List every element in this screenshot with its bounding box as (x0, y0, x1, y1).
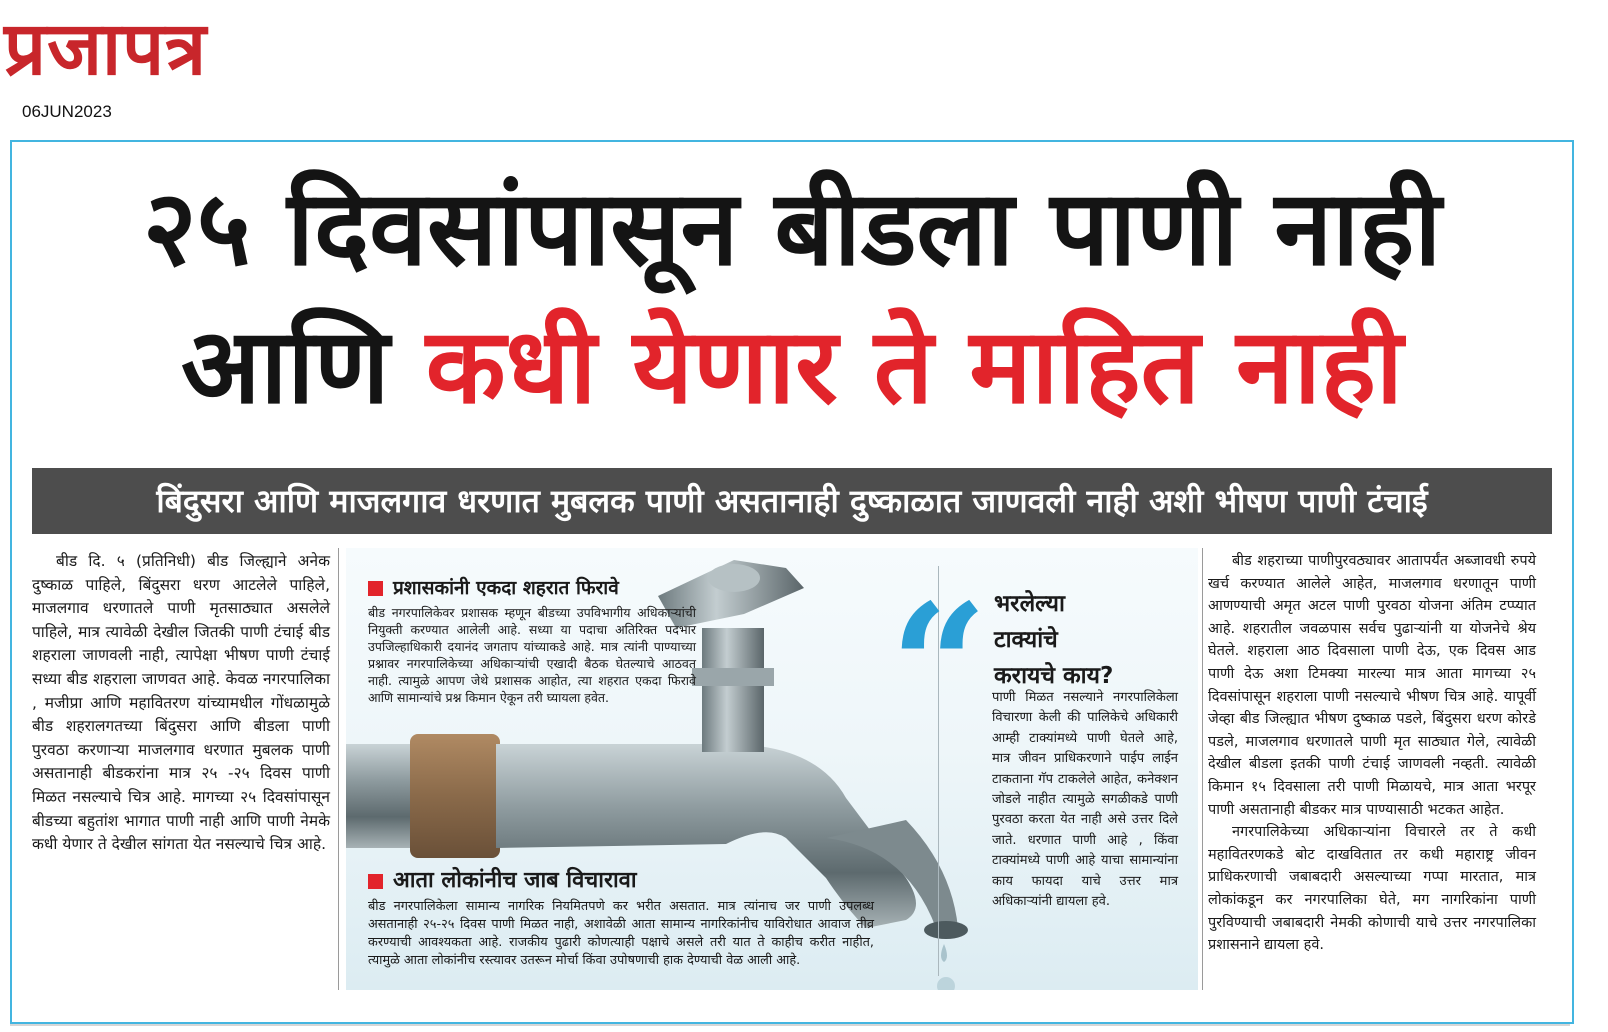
article-column-3-para-2: नगरपालिकेच्या अधिकाऱ्यांना विचारले तर ते कधी महावितरणकडे बोट दाखवितात तर कधी महाराष्ट्र जीवन प्राधिकरणाची जबाबदारी असल्याच्या गप्पा मारतात, मात्र लोकांकडून कर नगरपालिका घेते, मग नागरिकांना पाणी पुरविण्याची जबाबदारी नेमकी कोणाची याचे उत्तर नगरपालिका प्रशासनाने द्यायला हवे. (1208, 824, 1536, 954)
newspaper-masthead: प्रजापत्र (4, 6, 208, 92)
quote-mark-icon: “ (890, 567, 988, 767)
box-2-text: बीड नगरपालिकेला सामान्य नागरिक नियमितपणे कर भरीत असतात. मात्र त्यांनाच जर पाणी उपलब्ध असतानाही २५-२५ दिवस पाणी मिळत नाही, अशावेळी आता सामान्य नागरिकांनीच याविरोधात आवाज तीव्र करण्याची आवश्यकता आहे. राजकीय पुढारी कोणत्याही पक्षाचे असले तरी यात ते काहीच करीत नाहीत, त्यामुळे आता लोकांनीच रस्त्यावर उतरून मोर्चा किंवा उपोषणाची हाक देण्याची वेळ आली आहे. (368, 899, 874, 968)
subheadline-bar: बिंदुसरा आणि माजलगाव धरणात मुबलक पाणी असतानाही दुष्काळात जाणवली नाही अशी भीषण पाणी टंचाई (32, 468, 1552, 534)
box-1-text: बीड नगरपालिकेवर प्रशासक म्हणून बीडच्या उपविभागीय अधिकाऱ्यांची नियुक्ती करण्यात आलेली आहे. सध्या या पदाचा अतिरिक्त पदभार उपजिल्हाधिकारी दयानंद जगताप यांच्याकडे आहे. मात्र त्यांनी पाण्याच्या प्रश्नावर नगरपालिकेच्या अधिकाऱ्यांची एखादी बैठक घेतल्याचे आठवत नाही. त्यामुळे आपण जेथे प्रशासक आहोत, त्या शहरात एकदा फिरावे आणि सामान्यांचे प्रश्न किमान ऐकून तरी घ्यायला हवेत. (368, 605, 696, 705)
publication-date: 06JUN2023 (22, 102, 112, 121)
box-1-heading-text: प्रशासकांनी एकदा शहरात फिरावे (393, 577, 619, 599)
article-column-3 (1208, 550, 1536, 957)
box-2-heading-text: आता लोकांनीच जाब विचारावा (393, 868, 637, 893)
headline-line-2-black: आणि (181, 305, 390, 427)
headline-line-1: २५ दिवसांपासून बीडला पाणी नाही (142, 167, 1442, 289)
bottom-rule (10, 1024, 1570, 1026)
quote-title (994, 586, 1113, 694)
column-divider-right (1202, 548, 1203, 990)
quote-title-line-2: टाक्यांचे (994, 627, 1058, 653)
quote-title-line-3: करायचे काय? (994, 663, 1114, 689)
quote-title-line-1: भरलेल्या (994, 591, 1065, 617)
headline-line-2-red: कधी येणार ते माहित नाही (425, 305, 1403, 427)
column-divider-left (338, 548, 339, 990)
quote-text: पाणी मिळत नसल्याने नगरपालिकेला विचारणा केली की पालिकेचे अधिकारी आम्ही टाक्यांमध्ये पाणी घेतले आहे, मात्र जीवन प्राधिकरणाने पाईप लाईन टाकताना गॅप टाकलेले आहेत, कनेक्शन जोडले नाहीत त्यामुळे सगळीकडे पाणी पुरवठा करता येत नाही असे उत्तर दिले जाते. धरणात पाणी आहे , किंवा टाक्यांमध्ये पाणी आहे याचा सामान्यांना काय फायदा याचे उत्तर मात्र अधिकाऱ्यांनी द्यायला हवे. (992, 690, 1178, 910)
article-column-3-para-1: बीड शहराच्या पाणीपुरवठ्यावर आतापर्यंत अब्जावधी रुपये खर्च करण्यात आलेले आहेत, माजलगाव धरणातून पाणी आणण्याची अमृत अटल पाणी पुरवठा योजना अंतिम टप्प्यात आहे. शहरातील जवळपास सर्वच पुढाऱ्यांनी या योजनेचे श्रेय घेतले. शहराला आठ दिवसाला पाणी देऊ, एक दिवस आड पाणी देऊ अशा टिमक्या मारल्या मात्र आता मागच्या २५ दिवसांपासून शहराला पाणी नसल्याचे भीषण चित्र आहे. यापूर्वी जेव्हा बीड जिल्ह्यात भीषण दुष्काळ पडले, बिंदुसरा धरण कोरडे पडले, माजलगाव धरणातले पाणी मृत साठ्यात गेले, त्यावेळी देखील बीडला इतकी पाणी टंचाई जाणवली नव्हती. त्यावेळी किमान १५ दिवसाला तरी पाणी मिळायचे, मात्र आता भरपूर पाणी असतानाही बीडकर मात्र पाण्यासाठी भटकत आहेत. (1208, 553, 1536, 818)
headline-line-2 (72, 302, 1512, 430)
article-column-1 (32, 550, 330, 857)
red-square-bullet-icon (368, 581, 383, 596)
tap-photo-panel (346, 548, 1198, 990)
article-column-1-text: बीड दि. ५ (प्रतिनिधी) बीड जिल्ह्याने अनेक दुष्काळ पाहिले, बिंदुसरा धरण आटलेले पाहिले, माजलगाव धरणातले पाणी मृतसाठ्यात असलेले पाहिले, मात्र त्यावेळी देखील जितकी पाणी टंचाई बीड शहराला जाणवली नाही, त्यापेक्षा भीषण पाणी टंचाई सध्या बीड शहराला जाणवत आहे. केवळ नगरपालिका , मजीप्रा आणि महावितरण यांच्यामधील गोंधळामुळे बीड शहरालगतच्या बिंदुसरा आणि बीडला पाणी पुरवठा करणाऱ्या माजलगाव धरणात मुबलक पाणी असतानाही बीडकरांना मात्र २५ -२५ दिवस पाणी मिळत नसल्याचे चित्र आहे. मागच्या २५ दिवसांपासून बीडच्या बहुतांश भागात पाणी नाही आणि पाणी नेमके कधी येणार ते देखील सांगता येत नसल्याचे चित्र आहे. (32, 552, 330, 854)
news-clipping (10, 140, 1574, 1024)
box-1-heading (368, 574, 619, 600)
box-2-heading (368, 864, 637, 894)
red-square-bullet-icon (368, 874, 383, 889)
